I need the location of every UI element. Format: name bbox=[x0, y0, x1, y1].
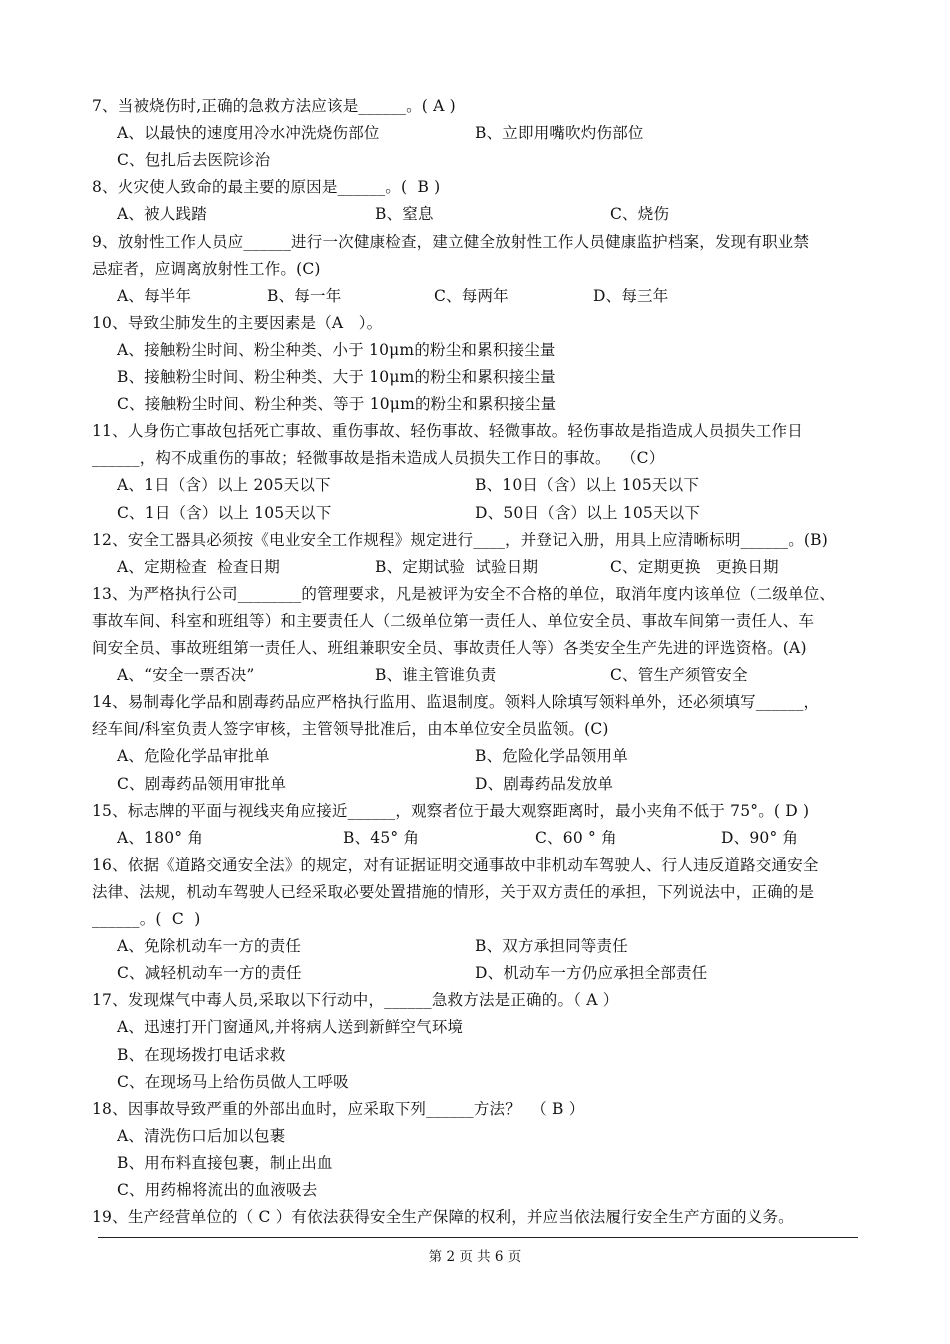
answer-option: A、每半年 bbox=[117, 286, 192, 305]
answer-option: C、接触粉尘时间、粉尘种类、等于 10μm的粉尘和累积接尘量 bbox=[117, 395, 557, 414]
answer-option: A、被人践踏 bbox=[117, 205, 207, 224]
answer-option: B、危险化学品领用单 bbox=[475, 747, 628, 766]
question-stem-line: 17、发现煤气中毒人员,采取以下行动中，______急救方法是正确的。（ A ） bbox=[92, 991, 619, 1010]
answer-option: D、50日（含）以上 105天以下 bbox=[475, 503, 701, 522]
option-row bbox=[117, 1177, 857, 1203]
option-row bbox=[117, 1069, 857, 1095]
answer-option: A、接触粉尘时间、粉尘种类、小于 10μm的粉尘和累积接尘量 bbox=[117, 340, 556, 359]
answer-option: C、用药棉将流出的血液吸去 bbox=[117, 1181, 318, 1199]
answer-option: D、90° 角 bbox=[721, 828, 799, 847]
question-stem-line: 8、火灾使人致命的最主要的原因是______。( B ) bbox=[92, 178, 441, 197]
option-row bbox=[117, 472, 857, 498]
question-stem-line: 14、易制毒化学品和剧毒药品应严格执行监用、监退制度。领料人除填写领料单外，还必须填写______， bbox=[92, 693, 820, 712]
question-stem-line: 经车间/科室负责人签字审核，主管领导批准后，由本单位安全员监领。(C) bbox=[92, 720, 609, 739]
answer-option: B、窒息 bbox=[375, 205, 434, 224]
question-stem-line: 忌症者，应调离放射性工作。(C) bbox=[92, 259, 321, 278]
option-row bbox=[117, 147, 857, 173]
question-stem-line: 间安全员、事故班组第一责任人、班组兼职安全员、事故责任人等）各类安全生产先进的评选资格。(A) bbox=[92, 639, 807, 657]
option-row bbox=[117, 825, 857, 851]
question-stem-line: 16、依据《道路交通安全法》的规定，对有证据证明交通事故中非机动车驾驶人、行人违反道路交通安全 bbox=[92, 855, 819, 874]
option-row bbox=[117, 364, 857, 390]
answer-option: C、60 ° 角 bbox=[535, 828, 617, 847]
question-stem-line: 事故车间、科室和班组等）和主要责任人（二级单位第一责任人、单位安全员、事故车间第一责任人、车 bbox=[92, 611, 815, 630]
answer-option: C、在现场马上给伤员做人工呼吸 bbox=[117, 1072, 349, 1091]
answer-option: C、每两年 bbox=[434, 286, 509, 305]
answer-option: B、每一年 bbox=[267, 286, 342, 305]
answer-option: B、在现场拨打电话求救 bbox=[117, 1045, 286, 1064]
answer-option: A、清洗伤口后加以包裹 bbox=[117, 1126, 286, 1145]
answer-option: B、接触粉尘时间、粉尘种类、大于 10μm的粉尘和累积接尘量 bbox=[117, 368, 556, 386]
answer-option: A、以最快的速度用冷水冲洗烧伤部位 bbox=[117, 124, 380, 143]
option-row bbox=[117, 554, 857, 580]
option-row bbox=[117, 743, 857, 769]
option-row bbox=[117, 771, 857, 797]
answer-option: D、每三年 bbox=[593, 286, 669, 305]
option-row bbox=[117, 283, 857, 309]
answer-option: C、减轻机动车一方的责任 bbox=[117, 964, 302, 983]
page-footer: 第 2 页 共 6 页 bbox=[428, 1249, 522, 1265]
question-stem-line: 9、放射性工作人员应______进行一次健康检查，建立健全放射性工作人员健康监护档案，发现有职业禁 bbox=[92, 232, 810, 251]
answer-option: A、180° 角 bbox=[117, 828, 204, 847]
option-row bbox=[117, 120, 857, 146]
answer-option: A、迅速打开门窗通风,并将病人送到新鲜空气环境 bbox=[117, 1018, 464, 1037]
question-stem-line: 19、生产经营单位的（ C ）有依法获得安全生产保障的权利，并应当依法履行安全生产方面的义务。 bbox=[92, 1208, 794, 1227]
answer-option: C、定期更换 更换日期 bbox=[610, 557, 779, 576]
option-row bbox=[117, 1042, 857, 1068]
option-row bbox=[117, 1014, 857, 1040]
option-row bbox=[117, 337, 857, 363]
answer-option: A、危险化学品审批单 bbox=[117, 747, 270, 766]
answer-option: C、烧伤 bbox=[610, 205, 670, 224]
question-stem-line: ______，构不成重伤的事故；轻微事故是指未造成人员损失工作日的事故。 （C） bbox=[92, 449, 665, 468]
question-stem-line: 11、人身伤亡事故包括死亡事故、重伤事故、轻伤事故、轻微事故。轻伤事故是指造成人员损失工作日 bbox=[92, 422, 803, 441]
answer-option: C、剧毒药品领用审批单 bbox=[117, 774, 287, 793]
option-row bbox=[117, 1150, 857, 1176]
answer-option: C、包扎后去医院诊治 bbox=[117, 151, 271, 170]
answer-option: B、用布料直接包裹，制止出血 bbox=[117, 1153, 333, 1172]
option-row bbox=[117, 201, 857, 227]
option-row bbox=[117, 662, 857, 688]
answer-option: C、1日（含）以上 105天以下 bbox=[117, 503, 332, 522]
footer-rule bbox=[98, 1237, 858, 1238]
question-stem-line: 18、因事故导致严重的外部出血时，应采取下列______方法？ （ B ） bbox=[92, 1099, 585, 1118]
answer-option: A、定期检查 检查日期 bbox=[117, 557, 280, 576]
question-stem-line: 13、为严格执行公司________的管理要求，凡是被评为安全不合格的单位，取消年度内该单位（二级单位、 bbox=[92, 584, 836, 603]
question-stem-line: 15、标志牌的平面与视线夹角应接近______，观察者位于最大观察距离时，最小夹角不低于 75°。( D ) bbox=[92, 801, 810, 820]
answer-option: B、45° 角 bbox=[343, 828, 420, 847]
answer-option: B、谁主管谁负责 bbox=[375, 666, 497, 685]
option-row bbox=[117, 391, 857, 417]
answer-option: A、“安全一票否决” bbox=[117, 666, 255, 685]
option-row bbox=[117, 1123, 857, 1149]
answer-option: B、双方承担同等责任 bbox=[475, 937, 628, 956]
question-stem-line: 7、当被烧伤时,正确的急救方法应该是______。( A ) bbox=[92, 97, 456, 115]
option-row bbox=[117, 500, 857, 526]
answer-option: A、免除机动车一方的责任 bbox=[117, 937, 302, 956]
answer-option: C、管生产须管安全 bbox=[610, 666, 748, 685]
answer-option: D、机动车一方仍应承担全部责任 bbox=[475, 964, 708, 983]
question-stem-line: ______。( C ) bbox=[92, 910, 201, 928]
option-row bbox=[117, 933, 857, 959]
question-stem-line: 法律、法规，机动车驾驶人已经采取必要处置措施的情形，关于双方责任的承担，下列说法中，正确的是 bbox=[92, 882, 815, 901]
question-stem-line: 12、安全工器具必须按《电业安全工作规程》规定进行____，并登记入册，用具上应清晰标明______。(B) bbox=[92, 530, 829, 549]
option-row bbox=[117, 960, 857, 986]
answer-option: B、定期试验 试验日期 bbox=[375, 557, 539, 576]
answer-option: B、立即用嘴吹灼伤部位 bbox=[475, 124, 644, 143]
answer-option: D、剧毒药品发放单 bbox=[475, 774, 614, 793]
answer-option: A、1日（含）以上 205天以下 bbox=[117, 476, 331, 495]
question-stem-line: 10、导致尘肺发生的主要因素是（A ）。 bbox=[92, 313, 383, 332]
answer-option: B、10日（含）以上 105天以下 bbox=[475, 476, 700, 495]
